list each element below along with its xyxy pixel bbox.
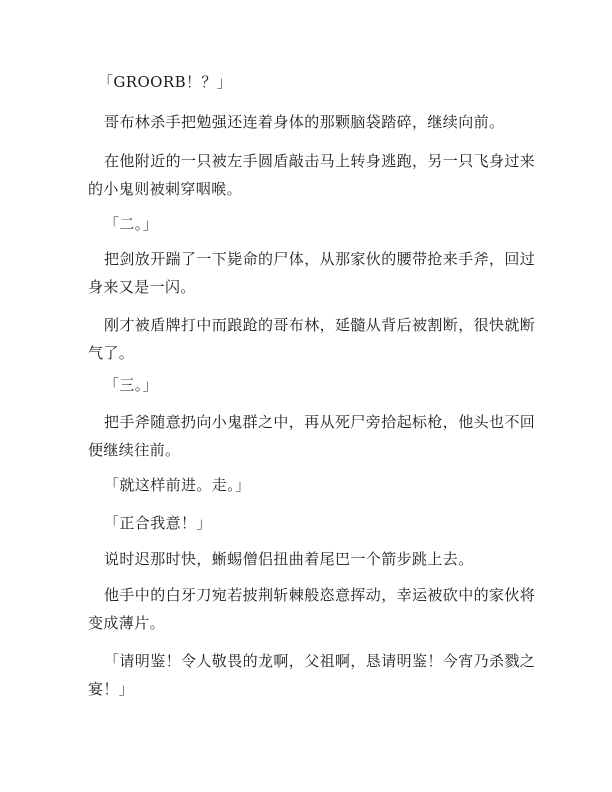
paragraph-11: 说时迟那时快，蜥蜴僧侣扭曲着尾巴一个箭步跳上去。 <box>104 550 474 568</box>
paragraph-5: 把剑放开踹了一下毙命的尸体，从那家伙的腰带抢来手斧，回过身来又是一闪。 <box>88 250 536 296</box>
paragraph-1: 「GROORB！？」 <box>98 73 233 91</box>
paragraph-12: 他手中的白牙刀宛若披荆斩棘般恣意挥动，幸运被砍中的家伙将变成薄片。 <box>88 586 536 632</box>
paragraph-4: 「二。」 <box>104 215 159 233</box>
paragraph-10: 「正合我意！」 <box>104 514 212 532</box>
paragraph-7: 「三。」 <box>104 376 159 394</box>
paragraph-8: 把手斧随意扔向小鬼群之中，再从死尸旁拾起标枪，他头也不回便继续往前。 <box>88 413 536 459</box>
paragraph-6: 刚才被盾牌打中而踉跄的哥布林，延髓从背后被割断，很快就断气了。 <box>88 316 536 362</box>
paragraph-13: 「请明鉴！令人敬畏的龙啊，父祖啊，恳请明鉴！今宵乃杀戮之宴！」 <box>88 652 536 698</box>
paragraph-2: 哥布林杀手把勉强还连着身体的那颗脑袋踏碎，继续向前。 <box>104 113 505 131</box>
paragraph-9: 「就这样前进。走。」 <box>104 476 251 494</box>
paragraph-3: 在他附近的一只被左手圆盾敲击马上转身逃跑，另一只飞身过来的小鬼则被刺穿咽喉。 <box>88 152 536 198</box>
